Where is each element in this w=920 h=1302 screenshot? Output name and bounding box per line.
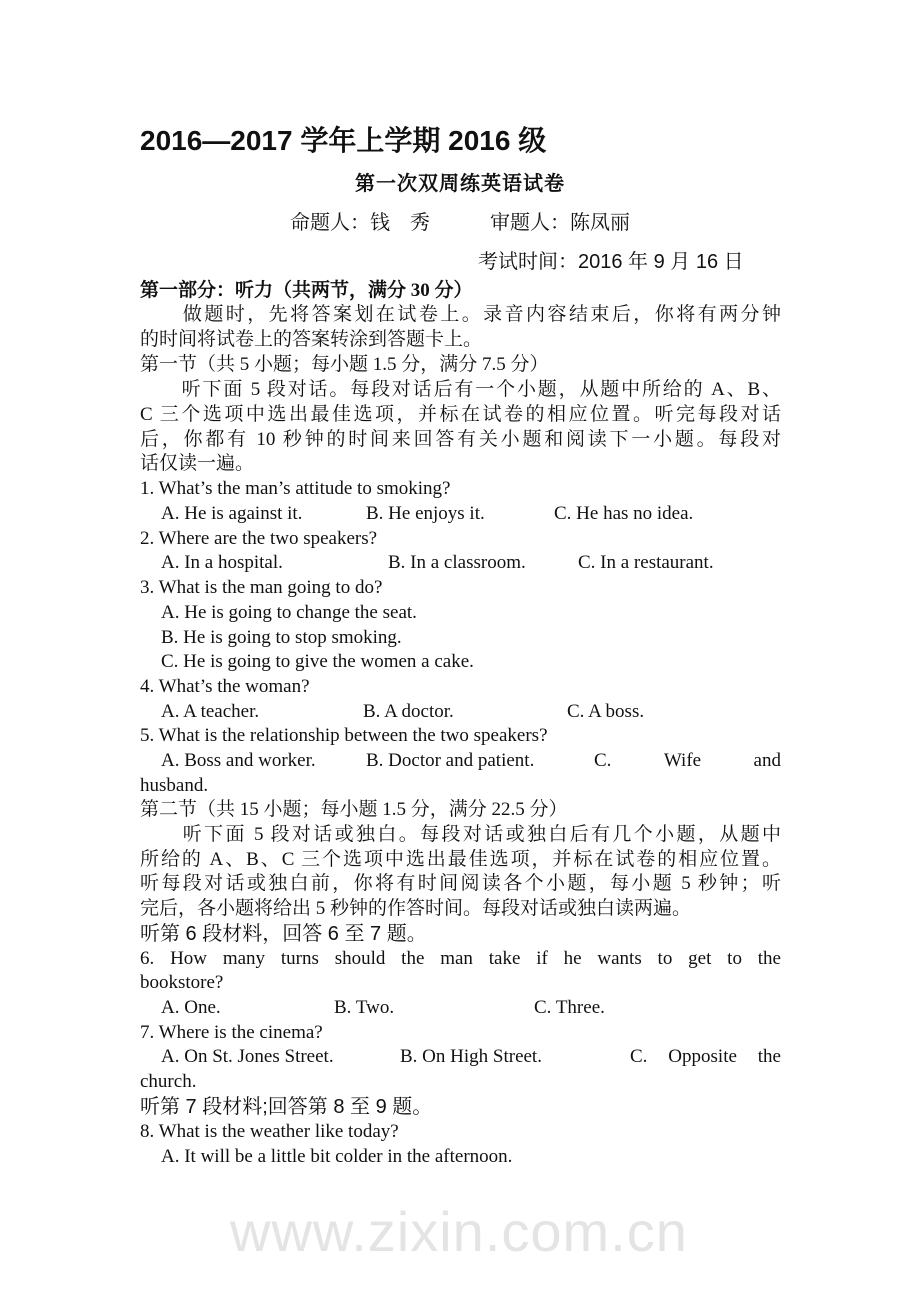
instruction-line: 话仅读一遍。: [140, 453, 255, 474]
option-c-cont: husband.: [140, 775, 209, 796]
option-b: B. Two.: [334, 997, 395, 1018]
option-c: C. In a restaurant.: [578, 552, 714, 573]
exam-time: 考试时间：2016 年 9 月 16 日: [478, 251, 744, 273]
instruction-line: 所给的 A、B、C 三个选项中选出最佳选项，并标在试卷的相应位置。: [140, 849, 781, 870]
option-a: A. He is going to change the seat.: [161, 602, 417, 623]
option-c: C. Opposite the: [630, 1046, 781, 1067]
option-a: A. Boss and worker.: [161, 750, 316, 771]
instruction-line: 听每段对话或独白前，你将有时间阅读各个小题，每小题 5 秒钟；听: [140, 873, 781, 894]
instruction-line: 听下面 5 段对话。每段对话后有一个小题，从题中所给的 A、B、: [140, 379, 781, 400]
option-b: B. On High Street.: [400, 1046, 542, 1067]
material-6-heading: 听第 6 段材料，回答 6 至 7 题。: [140, 923, 427, 945]
page-subtitle: 第一次双周练英语试卷: [355, 173, 565, 195]
intro-line: 做题时，先将答案划在试卷上。录音内容结束后，你将有两分钟: [140, 304, 781, 325]
instruction-line: 后，你都有 10 秒钟的时间来回答有关小题和阅读下一小题。每段对: [140, 429, 781, 450]
option-c: C. Three.: [534, 997, 605, 1018]
option-c-cont: church.: [140, 1071, 197, 1092]
question-3: 3. What is the man going to do?: [140, 577, 383, 598]
instruction-line: 完后，各小题将给出 5 秒钟的作答时间。每段对话或独白读两遍。: [140, 898, 692, 919]
instruction-line: 听下面 5 段对话或独白。每段对话或独白后有几个小题，从题中: [140, 824, 781, 845]
question-1: 1. What’s the man’s attitude to smoking?: [140, 478, 451, 499]
option-b: B. In a classroom.: [388, 552, 526, 573]
option-b: B. He is going to stop smoking.: [161, 627, 402, 648]
question-8: 8. What is the weather like today?: [140, 1121, 399, 1142]
part1-heading: 第一部分：听力（共两节，满分 30 分）: [140, 280, 473, 301]
option-c: C. A boss.: [567, 701, 645, 722]
option-a: A. A teacher.: [161, 701, 260, 722]
option-a: A. He is against it.: [161, 503, 303, 524]
page-title: 2016—2017 学年上学期 2016 级: [140, 125, 547, 156]
authors: 命题人：钱 秀 审题人：陈凤丽: [290, 212, 630, 234]
option-a: A. On St. Jones Street.: [161, 1046, 334, 1067]
material-7-heading: 听第 7 段材料;回答第 8 至 9 题。: [140, 1096, 433, 1118]
option-a: A. One.: [161, 997, 221, 1018]
section1-heading: 第一节（共 5 小题；每小题 1.5 分，满分 7.5 分）: [140, 354, 549, 375]
question-4: 4. What’s the woman?: [140, 676, 310, 697]
option-c: C. He is going to give the women a cake.: [161, 651, 474, 672]
instruction-line: C 三个选项中选出最佳选项，并标在试卷的相应位置。听完每段对话: [140, 404, 781, 425]
section2-heading: 第二节（共 15 小题；每小题 1.5 分，满分 22.5 分）: [140, 799, 568, 820]
option-a: A. It will be a little bit colder in the afternoon.: [161, 1146, 513, 1167]
option-a: A. In a hospital.: [161, 552, 283, 573]
question-7: 7. Where is the cinema?: [140, 1022, 323, 1043]
question-2: 2. Where are the two speakers?: [140, 528, 378, 549]
intro-line: 的时间将试卷上的答案转涂到答题卡上。: [140, 329, 483, 350]
option-b: B. Doctor and patient.: [366, 750, 535, 771]
question-6: 6. How many turns should the man take if he wants to get to the: [140, 948, 781, 969]
option-c: C. He has no idea.: [554, 503, 694, 524]
option-b: B. He enjoys it.: [366, 503, 485, 524]
question-6-cont: bookstore?: [140, 972, 224, 993]
option-b: B. A doctor.: [363, 701, 454, 722]
option-c: C. Wife and: [594, 750, 781, 771]
watermark: www.zixin.com.cn: [230, 1200, 688, 1263]
question-5: 5. What is the relationship between the two speakers?: [140, 725, 548, 746]
